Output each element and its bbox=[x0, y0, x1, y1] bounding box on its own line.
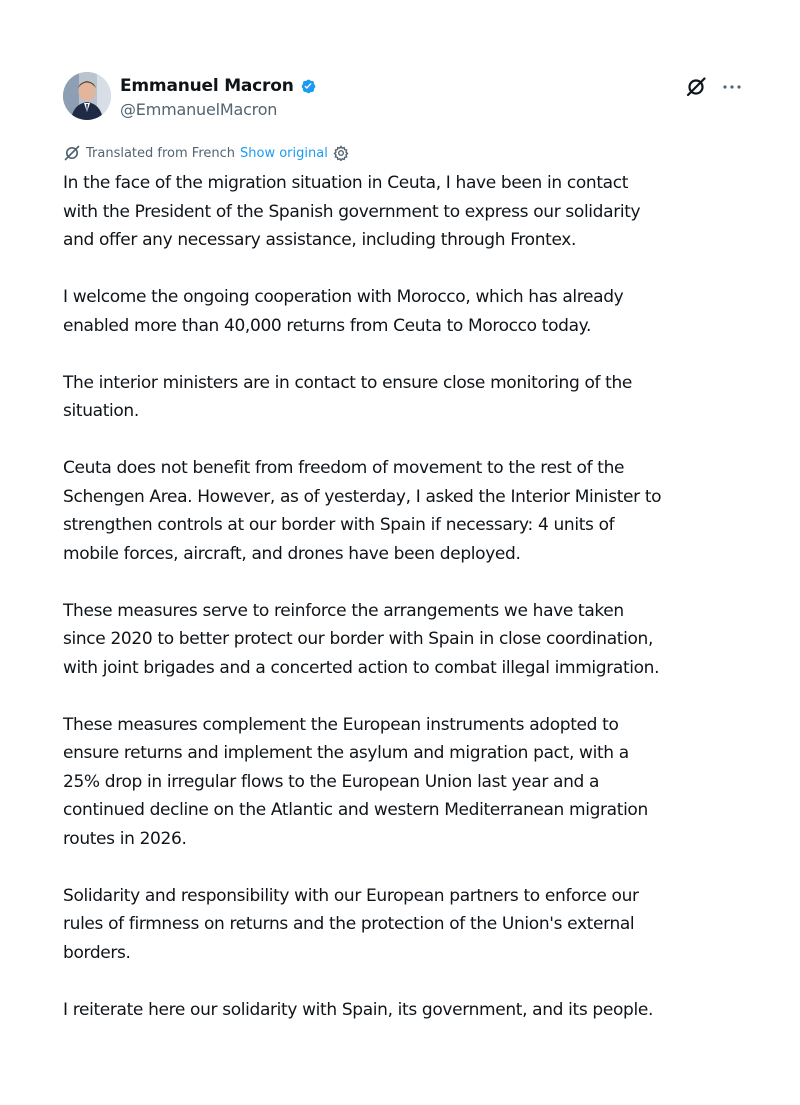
avatar[interactable] bbox=[63, 72, 111, 120]
show-original-link[interactable]: Show original bbox=[240, 145, 328, 161]
author-handle[interactable]: @EmmanuelMacron bbox=[120, 100, 278, 119]
tweet-paragraph: Ceuta does not benefit from freedom of movement to the rest of the Schengen Area. However, as of yesterday, I asked the Interior Minister to strengthen controls at our border with Spain if necessary: 4 units of mobile forces, aircraft, and drones have been deployed. bbox=[63, 458, 662, 564]
author-display-name[interactable]: Emmanuel Macron bbox=[120, 76, 294, 96]
tweet-paragraph: Solidarity and responsibility with our European partners to enforce our rules of firmness on returns and the protection of the Union's external borders. bbox=[63, 885, 639, 963]
tweet-paragraph: I welcome the ongoing cooperation with Morocco, which has already enabled more than 40,000 returns from Ceuta to Morocco today. bbox=[63, 287, 624, 336]
tweet-paragraph: I reiterate here our solidarity with Spain, its government, and its people. bbox=[63, 999, 653, 1020]
more-horizontal-icon[interactable] bbox=[721, 76, 743, 98]
translation-notice bbox=[63, 143, 349, 163]
translated-label: Translated from French bbox=[86, 145, 236, 161]
gear-icon[interactable] bbox=[333, 145, 349, 161]
grok-icon[interactable] bbox=[685, 76, 707, 98]
author-name-block bbox=[120, 74, 317, 119]
translate-icon bbox=[63, 144, 81, 162]
tweet-paragraph: These measures complement the European instruments adopted to ensure returns and implement the asylum and migration pact, with a 25% drop in irregular flows to the European Union last year and a continued decline on the Atlantic and western Mediterranean migration routes in 2026. bbox=[63, 714, 648, 849]
header-actions bbox=[685, 76, 743, 98]
tweet-paragraph: These measures serve to reinforce the arrangements we have taken since 2020 to better protect our border with Spain in close coordination, with joint brigades and a concerted action to combat illegal immigration. bbox=[63, 600, 660, 678]
display-name-row bbox=[120, 74, 317, 98]
tweet-paragraph: The interior ministers are in contact to ensure close monitoring of the situation. bbox=[63, 372, 633, 421]
tweet-text bbox=[63, 169, 753, 1053]
tweet-header bbox=[63, 72, 743, 124]
tweet-paragraph: In the face of the migration situation in Ceuta, I have been in contact with the President of the Spanish government to express our solidarity and offer any necessary assistance, including through Frontex. bbox=[63, 173, 641, 250]
verified-badge-icon[interactable] bbox=[299, 77, 317, 95]
